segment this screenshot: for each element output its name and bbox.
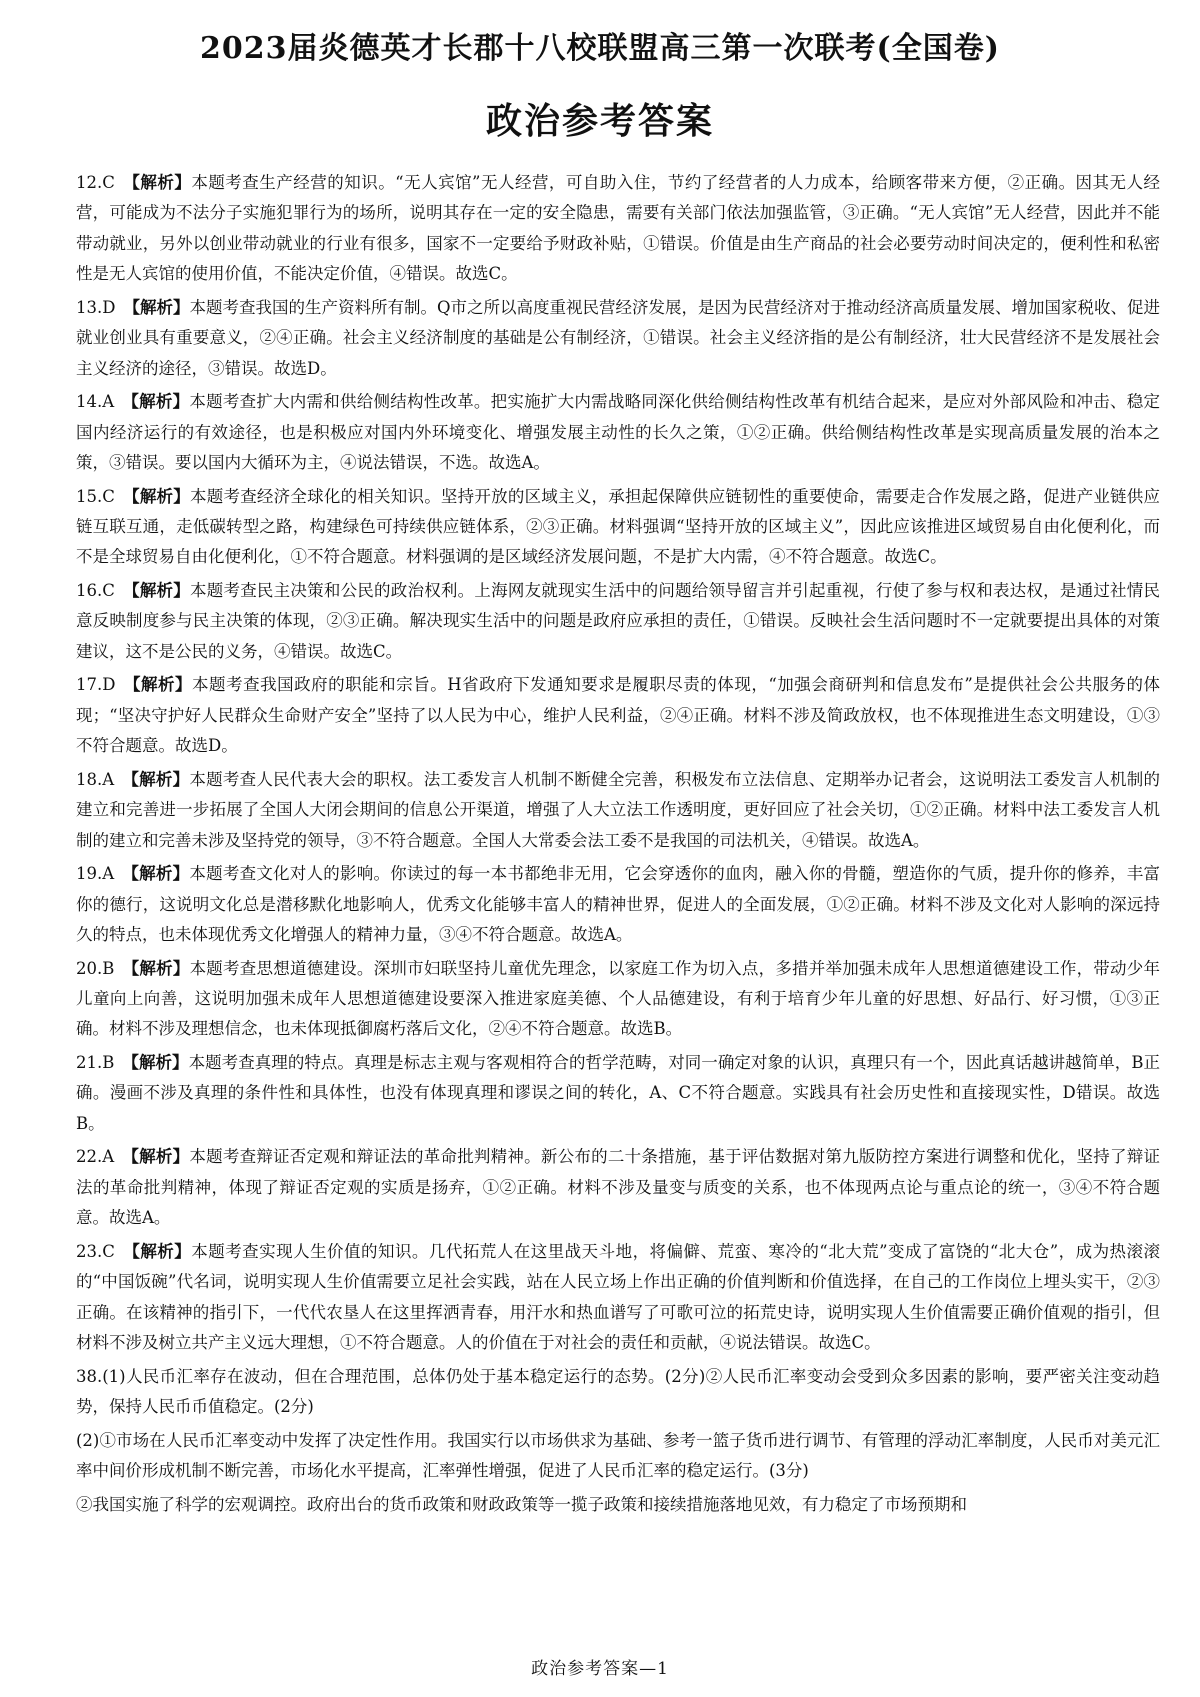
answer-item (76, 765, 1160, 856)
analysis-tag: 【解析】 (123, 675, 193, 695)
answer-item (76, 576, 1160, 667)
analysis-text: 本题考查经济全球化的相关知识。坚持开放的区域主义，承担起保障供应链韧性的重要使命，需要走合作发展之路，促进产业链供应链互联互通，走低碳转型之路，构建绿色可持续供应链体系，②③正确。材料强调“坚持开放的区域主义”，因此应该推进区域贸易自由化便利化，而不是全球贸易自由化便利化，①不符合题意。材料强调的是区域经济发展问题，不是扩大内需，④不符合题意。故选C。 (76, 486, 1161, 567)
analysis-text: 本题考查生产经营的知识。“无人宾馆”无人经营，可自助入住，节约了经营者的人力成本，给顾客带来方便，②正确。因其无人经营，可能成为不法分子实施犯罪行为的场所，说明其存在一定的安全隐患，需要有关部门依法加强监管，③正确。“无人宾馆”无人经营，因此并不能带动就业，另外以创业带动就业的行业有很多，国家不一定要给予财政补贴，①错误。价值是由生产商品的社会必要劳动时间决定的，便利性和私密性是无人宾馆的使用价值，不能决定价值，④错误。故选C。 (76, 173, 1161, 284)
answer-item (76, 387, 1160, 478)
answer-part-1: (1)人民币汇率存在波动，但在合理范围，总体仍处于基本稳定运行的态势。(2分)②人民币汇率变动会受到众多因素的影响，要严密关注变动趋势，保持人民币币值稳定。(2分) (76, 1366, 1160, 1417)
analysis-text: 本题考查我国的生产资料所有制。Q市之所以高度重视民营经济发展，是因为民营经济对于推动经济高质量发展、增加国家税收、促进就业创业具有重要意义，②④正确。社会主义经济制度的基础是公有制经济，①错误。社会主义经济指的是公有制经济，壮大民营经济不是发展社会主义经济的途径，③错误。故选D。 (76, 297, 1161, 378)
answer-list (76, 168, 1160, 1523)
analysis-tag: 【解析】 (122, 958, 190, 978)
answer-item (76, 168, 1160, 290)
answer-item (76, 1237, 1160, 1359)
answer-item (76, 293, 1160, 384)
answer-part-2: (2)①市场在人民币汇率变动中发挥了决定性作用。我国实行以市场供求为基础、参考一篮子货币进行调节、有管理的浮动汇率制度，人民币对美元汇率中间价形成机制不断完善，市场化水平提高，汇率弹性增强，促进了人民币汇率的稳定运行。(3分) (76, 1430, 1160, 1481)
analysis-text: 本题考查辩证否定观和辩证法的革命批判精神。新公布的二十条措施，基于评估数据对第九版防控方案进行调整和优化，坚持了辩证法的革命批判精神，体现了辩证否定观的实质是扬弃，①②正确。材料不涉及量变与质变的关系，也不体现两点论与重点论的统一，③④不符合题意。故选A。 (76, 1147, 1161, 1228)
answer-number: 20.B (76, 958, 115, 978)
answer-number: 23.C (76, 1241, 115, 1261)
analysis-tag: 【解析】 (122, 486, 191, 506)
analysis-tag: 【解析】 (122, 864, 190, 884)
analysis-tag: 【解析】 (122, 769, 190, 789)
answer-number: 18.A (76, 769, 115, 789)
answer-item-38 (76, 1362, 1160, 1423)
analysis-text: 本题考查人民代表大会的职权。法工委发言人机制不断健全完善，积极发布立法信息、定期举办记者会，这说明法工委发言人机制的建立和完善进一步拓展了全国人大闭会期间的信息公开渠道，增强了人大立法工作透明度，更好回应了社会关切，①②正确。材料中法工委发言人机制的建立和完善未涉及坚持党的领导，③不符合题意。全国人大常委会法工委不是我国的司法机关，④错误。故选A。 (76, 769, 1161, 850)
answer-number: 12.C (76, 173, 115, 192)
page-title: 政治参考答案 (485, 100, 714, 142)
answer-number: 38. (76, 1366, 103, 1386)
analysis-text: 本题考查我国政府的职能和宗旨。H省政府下发通知要求是履职尽责的体现，“加强会商研判和信息发布”是提供社会公共服务的体现；“坚决守护好人民群众生命财产安全”坚持了以人民为中心，维护人民利益，②④正确。材料不涉及简政放权，也不体现推进生态文明建设，①③不符合题意。故选D。 (76, 675, 1160, 756)
analysis-tag: 【解析】 (122, 1147, 190, 1167)
answer-item (76, 1142, 1160, 1233)
analysis-text: 本题考查思想道德建设。深圳市妇联坚持儿童优先理念，以家庭工作为切入点，多措并举加强未成年人思想道德建设工作，带动少年儿童向上向善，这说明加强未成年人思想道德建设要深入推进家庭美德、个人品德建设，有利于培育少年儿童的好思想、好品行、好习惯，①③正确。材料不涉及理想信念，也未体现抵御腐朽落后文化，②④不符合题意。故选B。 (76, 958, 1161, 1039)
analysis-text: 本题考查实现人生价值的知识。几代拓荒人在这里战天斗地，将偏僻、荒蛮、寒冷的“北大荒”变成了富饶的“北大仓”，成为热滚滚的“中国饭碗”代名词，说明实现人生价值需要立足社会实践，站在人民立场上作出正确的价值判断和价值选择，在自己的工作岗位上埋头实干，②③正确。在该精神的指引下，一代代农垦人在这里挥洒青春，用汗水和热血谱写了可歌可泣的拓荒史诗，说明实现人生价值需要正确价值观的指引，但材料不涉及树立共产主义远大理想，①不符合题意。人的价值在于对社会的责任和贡献，④说法错误。故选C。 (76, 1241, 1160, 1353)
answer-number: 15.C (76, 486, 115, 506)
answer-number: 13.D (76, 297, 116, 317)
answer-number: 19.A (76, 864, 115, 884)
analysis-tag: 【解析】 (122, 173, 192, 192)
answer-number: 21.B (76, 1053, 115, 1073)
analysis-text: 本题考查扩大内需和供给侧结构性改革。把实施扩大内需战略同深化供给侧结构性改革有机结合起来，是应对外部风险和冲击、稳定国内经济运行的有效途径，也是积极应对国内外环境变化、增强发展主动性的长久之策，①②正确。供给侧结构性改革是实现高质量发展的治本之策，③错误。要以国内大循环为主，④说法错误，不选。故选A。 (76, 392, 1161, 473)
answer-item (76, 1048, 1160, 1139)
analysis-text: 本题考查文化对人的影响。你读过的每一本书都绝非无用，它会穿透你的血肉，融入你的骨髓，塑造你的气质，提升你的修养，丰富你的德行，这说明文化总是潜移默化地影响人，优秀文化能够丰富人的精神世界，促进人的全面发展，①②正确。材料不涉及文化对人影响的深远持久的特点，也未体现优秀文化增强人的精神力量，③④不符合题意。故选A。 (76, 864, 1161, 945)
analysis-tag: 【解析】 (122, 1053, 189, 1073)
answer-number: 14.A (76, 392, 115, 412)
answer-item (76, 670, 1160, 761)
answer-number: 22.A (76, 1147, 115, 1167)
exam-title: 2023届炎德英才长郡十八校联盟高三第一次联考(全国卷) (200, 31, 1000, 66)
page-footer: 政治参考答案—1 (531, 1659, 669, 1679)
analysis-tag: 【解析】 (123, 297, 190, 317)
analysis-tag: 【解析】 (122, 1241, 192, 1261)
answer-item (76, 482, 1160, 573)
analysis-text: 本题考查真理的特点。真理是标志主观与客观相符合的哲学范畴，对同一确定对象的认识，真理只有一个，因此真话越讲越简单，B正确。漫画不涉及真理的条件性和具体性，也没有体现真理和谬误之间的转化，A、C不符合题意。实践具有社会历史性和直接现实性，D错误。故选B。 (76, 1053, 1160, 1133)
analysis-text: 本题考查民主决策和公民的政治权利。上海网友就现实生活中的问题给领导留言并引起重视，行使了参与权和表达权，是通过社情民意反映制度参与民主决策的体现，②③正确。解决现实生活中的问题是政府应承担的责任，①错误。反映社会生活问题时不一定就要提出具体的对策建议，这不是公民的义务，④错误。故选C。 (76, 581, 1161, 661)
answer-part-3: ②我国实施了科学的宏观调控。政府出台的货币政策和财政政策等一揽子政策和接续措施落地见效，有力稳定了市场预期和 (76, 1494, 967, 1514)
answer-item (76, 954, 1160, 1045)
answer-number: 17.D (76, 675, 116, 695)
analysis-tag: 【解析】 (122, 392, 190, 412)
answer-item (76, 859, 1160, 950)
analysis-tag: 【解析】 (122, 581, 191, 601)
answer-number: 16.C (76, 581, 115, 601)
